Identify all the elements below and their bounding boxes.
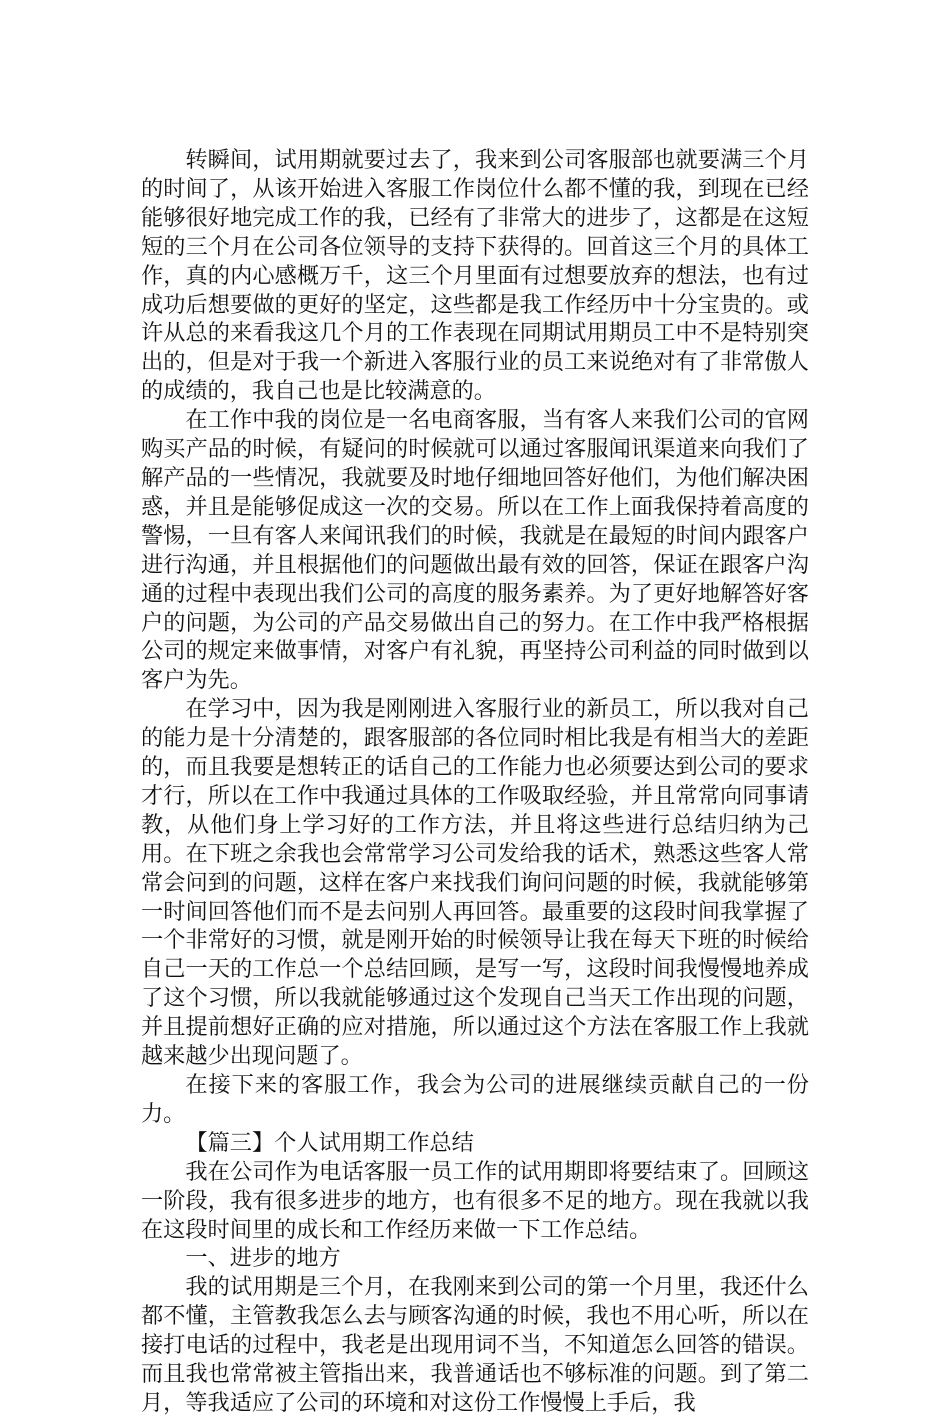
section-heading-part-three: 【篇三】个人试用期工作总结 <box>185 1129 474 1156</box>
paragraph-intro: 转瞬间，试用期就要过去了，我来到公司客服部也就要满三个月的时间了，从该开始进入客服工作岗位什么都不懂的我，到现在已经能够很好地完成工作的我，已经有了非常大的进步了，这都是在这短短的三个月在公司各位领导的支持下获得的。回首这三个月的具体工作，真的内心感概万千，这三个月里面有过想要放弃的想法，也有过成功后想要做的更好的坚定，这些都是我工作经历中十分宝贵的。或许从总的来看我这几个月的工作表现在同期试用期员工中不是特别突出的，但是对于我一个新进入客服行业的员工来说绝对有了非常傲人的成绩的，我自己也是比较满意的。 <box>141 147 809 405</box>
paragraph-outlook: 在接下来的客服工作，我会为公司的进展继续贡献自己的一份力。 <box>141 1072 809 1127</box>
paragraph-probation-months: 我的试用期是三个月，在我刚来到公司的第一个月里，我还什么都不懂，主管教我怎么去与顾客沟通的时候，我也不用心听，所以在接打电话的过程中，我老是出现用词不当，不知道怎么回答的错误。而且我也常常被主管指出来，我普通话也不够标准的问题。到了第二月，等我适应了公司的环境和对这份工作慢慢上手后，我 <box>141 1274 809 1416</box>
subheading-progress: 一、进步的地方 <box>185 1245 341 1272</box>
document-body <box>141 146 809 1418</box>
paragraph-phone-service-intro: 我在公司作为电话客服一员工作的试用期即将要结束了。回顾这一阶段，我有很多进步的地方，也有很多不足的地方。现在我就以我在这段时间里的成长和工作经历来做一下工作总结。 <box>141 1158 809 1243</box>
paragraph-work-role: 在工作中我的岗位是一名电商客服，当有客人来我们公司的官网购买产品的时候，有疑问的时候就可以通过客服闻讯渠道来向我们了解产品的一些情况，我就要及时地仔细地回答好他们，为他们解决困惑，并且是能够促成这一次的交易。所以在工作上面我保持着高度的警惕，一旦有客人来闻讯我们的时候，我就是在最短的时间内跟客户进行沟通，并且根据他们的问题做出最有效的回答，保证在跟客户沟通的过程中表现出我们公司的高度的服务素养。为了更好地解答好客户的问题，为公司的产品交易做出自己的努力。在工作中我严格根据公司的规定来做事情，对客户有礼貌，再坚持公司利益的同时做到以客户为先。 <box>141 407 809 694</box>
paragraph-learning: 在学习中，因为我是刚刚进入客服行业的新员工，所以我对自己的能力是十分清楚的，跟客服部的各位同时相比我是有相当大的差距的，而且我要是想转正的话自己的工作能力也必须要达到公司的要求才行，所以在工作中我通过具体的工作吸取经验，并且常常向同事请教，从他们身上学习好的工作方法，并且将这些进行总结归纳为己用。在下班之余我也会常常学习公司发给我的话术，熟悉这些客人常常会问到的问题，这样在客户来找我们询问问题的时候，我就能够第一时间回答他们而不是去问别人再回答。最重要的这段时间我掌握了一个非常好的习惯，就是刚开始的时候领导让我在每天下班的时候给自己一天的工作总一个总结回顾，是写一写，这段时间我慢慢地养成了这个习惯，所以我就能够通过这个发现自己当天工作出现的问题，并且提前想好正确的应对措施，所以通过这个方法在客服工作上我就越来越少出现问题了。 <box>141 696 809 1070</box>
